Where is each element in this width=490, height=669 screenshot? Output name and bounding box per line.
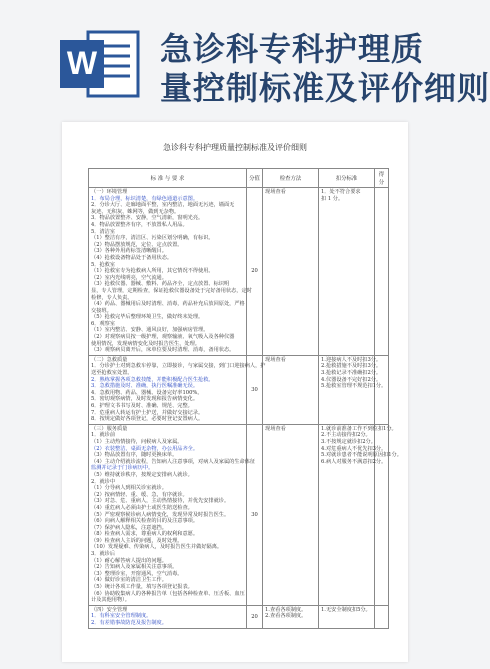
deduction-line: 1.迎接病人不及时扣3分。 — [321, 356, 382, 363]
table-header-row — [89, 169, 389, 188]
content-line: （2）按病情轻、重、缓、急，有序就诊。 — [91, 491, 188, 498]
content-line: 3．就诊后 — [91, 551, 116, 558]
content-line: 2．熟练掌握各项急救技能，并能积极配合医生抢救。 — [91, 376, 214, 383]
content-line: 计及其他用物）。 — [91, 597, 130, 604]
content-line: （1）抢救室专为抢救病人所用，其它情况不得使用。 — [91, 268, 214, 275]
content-line: （4）药品、器械用后及时清理、消毒，药品补充后放回原处，严格 — [91, 301, 245, 308]
method-cell — [263, 355, 319, 424]
content-line: （三）服务质量 — [91, 425, 128, 432]
content-line: 5．抢救室 — [91, 261, 116, 268]
content-line: （5）严密观察候诊病人病情变化，发现异常及时报告医生。 — [91, 511, 230, 518]
document-title: 急诊科专科护理质量控制标准及评价细则 — [163, 143, 307, 152]
score-cell: 20 — [247, 605, 263, 628]
content-line: 显，专人管理，定期检查，保证抢救仪器设备处于完好备用状态，定时 — [91, 287, 252, 294]
deduction-line: 1．处不符合要求 — [321, 189, 361, 195]
content-line: 1．有科室安全管理制度。 — [91, 613, 152, 620]
content-line: （1）室内整洁、安静、通风良好，加强病房管理。 — [91, 327, 209, 334]
method-line: 1.查看各项制度。 — [265, 606, 307, 613]
content-line: 6．护理文书书写及时、准确、规范、完整。 — [91, 403, 193, 409]
table-row — [89, 188, 389, 356]
content-line: （7）保护病人隐私，注意遮挡。 — [91, 524, 167, 531]
document-page — [62, 122, 408, 662]
content-line: 7．危重病人转运有护士护送，并做好交接记录。 — [91, 409, 204, 416]
content-line: （6）向病人解释相关检查的目的及注意事项。 — [91, 518, 199, 525]
content-line: 5．清洁室 — [91, 228, 116, 235]
content-line: 3．急救措施及时、准确，执行医嘱准确无误。 — [91, 383, 199, 390]
banner — [0, 0, 490, 110]
method-line: 2.查看各项制度。 — [265, 613, 307, 620]
table-row — [89, 424, 389, 605]
content-line: （5）抢救完毕后整理环境卫生，做好终末处理。 — [91, 314, 204, 321]
content-line: 检修，专人负责。 — [91, 294, 133, 301]
content-line: 3．物品放置整齐、安静，空气清新，窗明光亮。 — [91, 215, 204, 222]
content-line: （4）做好诊室的清洁卫生工作。 — [91, 577, 167, 584]
method-cell — [263, 605, 319, 628]
content-line: 4．急救用物、药品、器械、设备完好率100%。 — [91, 389, 203, 396]
content-line: 1．就诊前 — [91, 432, 116, 439]
content-line: 8．按规定做好各项登记，必要时登记安置病人。 — [91, 416, 204, 423]
content-line: （四）安全管理 — [91, 606, 128, 613]
content-line: （5）维持就诊秩序，按规定安排病人就诊。 — [91, 471, 193, 478]
content-line: （2）对观察病员按一级护理，观察输液、氧气吸入及各种仪器 — [91, 334, 235, 341]
deduction-line: 6.病人对服务不满意扣2分。 — [321, 458, 387, 465]
score-cell: 30 — [247, 424, 263, 605]
score-cell: 30 — [247, 355, 263, 424]
content-line: 1．布局合理，标识清楚，有绿色通道示意图。 — [91, 195, 199, 202]
content-line: （3）各种外用药标签清晰醒目。 — [91, 248, 167, 255]
content-line: （1）整洁有序，清洁区、污染区划分明确，有标识。 — [91, 235, 214, 242]
deduction-cell — [319, 605, 375, 628]
result-cell — [375, 188, 389, 356]
deduction-line: 1.就诊前准备工作不到位扣1分。 — [321, 425, 397, 432]
content-line: 1．分诊护士对到急救车停靠，立即接诊，与家属交接，到门口迎接病人，护 — [91, 363, 266, 370]
content-line: （2）衣装整洁，桌面无杂物，办公用品齐全。 — [91, 445, 199, 452]
content-line: 4．物品放置整齐有序，不放置私人用品。 — [91, 221, 188, 228]
banner-title-line-1: 急诊科专科护理质 — [160, 30, 425, 68]
method-cell — [263, 188, 319, 356]
deduction-line: 4.对危重病人不优先扣3分。 — [321, 445, 387, 452]
deduction-line: 4.仪器设备不完好扣2分。 — [321, 376, 382, 383]
content-line: （3）整理诊室，开窗通风，空气消毒。 — [91, 570, 183, 577]
table-row — [89, 355, 389, 424]
score-cell: 20 — [247, 188, 263, 356]
content-line: 送至抢救室处置。 — [91, 370, 133, 377]
content-line: （3）物品放置有序，随时更换床单。 — [91, 452, 178, 459]
content-line: （6）协助收集病人的各种报告单（包括各种检查单、压舌板、血压 — [91, 590, 245, 597]
banner-title-line-2: 量控制标准及评价细则 — [160, 69, 490, 107]
method-cell — [263, 424, 319, 605]
content-line: （二）急救质量 — [91, 356, 128, 363]
content-line: 2．分诊大厅、走廊地面平整，室内整洁，地面无污迹，墙面无 — [91, 202, 235, 209]
word-icon-letter: W — [66, 45, 98, 81]
standard-content-cell — [89, 605, 247, 628]
content-line: （5）统计各项工作量，填写各项登记报表。 — [91, 584, 193, 591]
method-line: 现场查看 — [265, 189, 286, 195]
content-line: （4）主动介绍就诊流程，告知病人注意事项，对病人及家属的生命体征 — [91, 458, 256, 465]
content-line: 监测并记录于门诊病历中。 — [91, 465, 154, 472]
content-line: 2．就诊中 — [91, 478, 116, 485]
content-line: （4）重危病人必须由护士或医生陪送检查。 — [91, 504, 193, 511]
deduction-cell — [319, 355, 387, 424]
content-line: （一）环境管理 — [91, 189, 128, 195]
content-line: （3）对急、危、重病人，主动热情接待，并优先安排就诊。 — [91, 498, 230, 505]
content-line: （1）耐心解答病人提出的问题。 — [91, 557, 167, 564]
result-cell — [375, 605, 389, 628]
deduction-line: 3.抢救记录不准确扣2分。 — [321, 370, 382, 377]
content-line: 灰迹、无积灰、蛛网等，做到无杂物。 — [91, 208, 180, 215]
content-line: （3）观察病员离开后，床单位要及时清理、消毒，备用状态。 — [91, 347, 235, 354]
content-line: （2）告知病人及家属相关注意事项。 — [91, 564, 178, 571]
deduction-line: 2.抢救措施不及时扣3分。 — [321, 363, 382, 370]
content-line: 使用情况，发现病情变化及时报告医生，处理。 — [91, 340, 200, 347]
deduction-cell — [319, 424, 402, 605]
deduction-line: 2.不主动接待扣2分。 — [321, 432, 371, 439]
header-score: 分值 — [247, 169, 263, 188]
table-row — [89, 605, 389, 628]
content-line: （10）发现疑难、传染病人，及时报告医生并做好隔离。 — [91, 544, 223, 551]
content-line: （2）室内光线明亮，空气流通。 — [91, 274, 167, 281]
header-result: 得分 — [375, 169, 389, 188]
header-deduction: 扣分标准 — [319, 169, 375, 188]
header-standard: 标 准 与 要 求 — [89, 169, 247, 188]
deduction-line: 5.对就诊患者不能说明原因扣1分。 — [321, 452, 402, 459]
content-line: （9）检查病人主诉的问题，及时处理。 — [91, 537, 183, 544]
header-method: 检查方法 — [263, 169, 319, 188]
deduction-line: 5.抢救室管理不规范扣1分。 — [321, 383, 387, 390]
standards-table — [88, 168, 402, 629]
deduction-cell — [319, 188, 375, 356]
content-line: （8）检查病人需求，尊重病人的权利和意愿。 — [91, 531, 199, 538]
content-line: 6．观察室 — [91, 320, 116, 327]
content-line: （4）抢救设备物品处于备用状态。 — [91, 254, 173, 261]
deduction-line: 3.不按规定就诊扣2分。 — [321, 438, 376, 445]
content-line: （3）抢救仪器、器械、敷料、药品齐全，定点放置、标识明 — [91, 281, 230, 288]
content-line: 2．有差错事故防范及报告制度。 — [91, 620, 167, 626]
content-line: 5．密切观察病情，及时发现和报告病情变化。 — [91, 396, 199, 403]
method-line: 现场查看 — [265, 425, 286, 432]
deduction-line: 1.无安全制度扣5分。 — [321, 606, 371, 613]
content-line: （1）分导病人到相关诊室就诊。 — [91, 485, 167, 492]
word-document-icon — [60, 28, 142, 100]
content-line: 交接班。 — [91, 307, 112, 314]
standard-content-cell — [89, 188, 252, 356]
content-line: （1）主动热情接待，问候病人及家属。 — [91, 438, 183, 445]
method-line: 现场查看 — [265, 356, 286, 363]
content-line: （2）物品摆放规范，定位、定点放置。 — [91, 241, 183, 248]
deduction-line: 扣 1 分。 — [321, 195, 344, 202]
